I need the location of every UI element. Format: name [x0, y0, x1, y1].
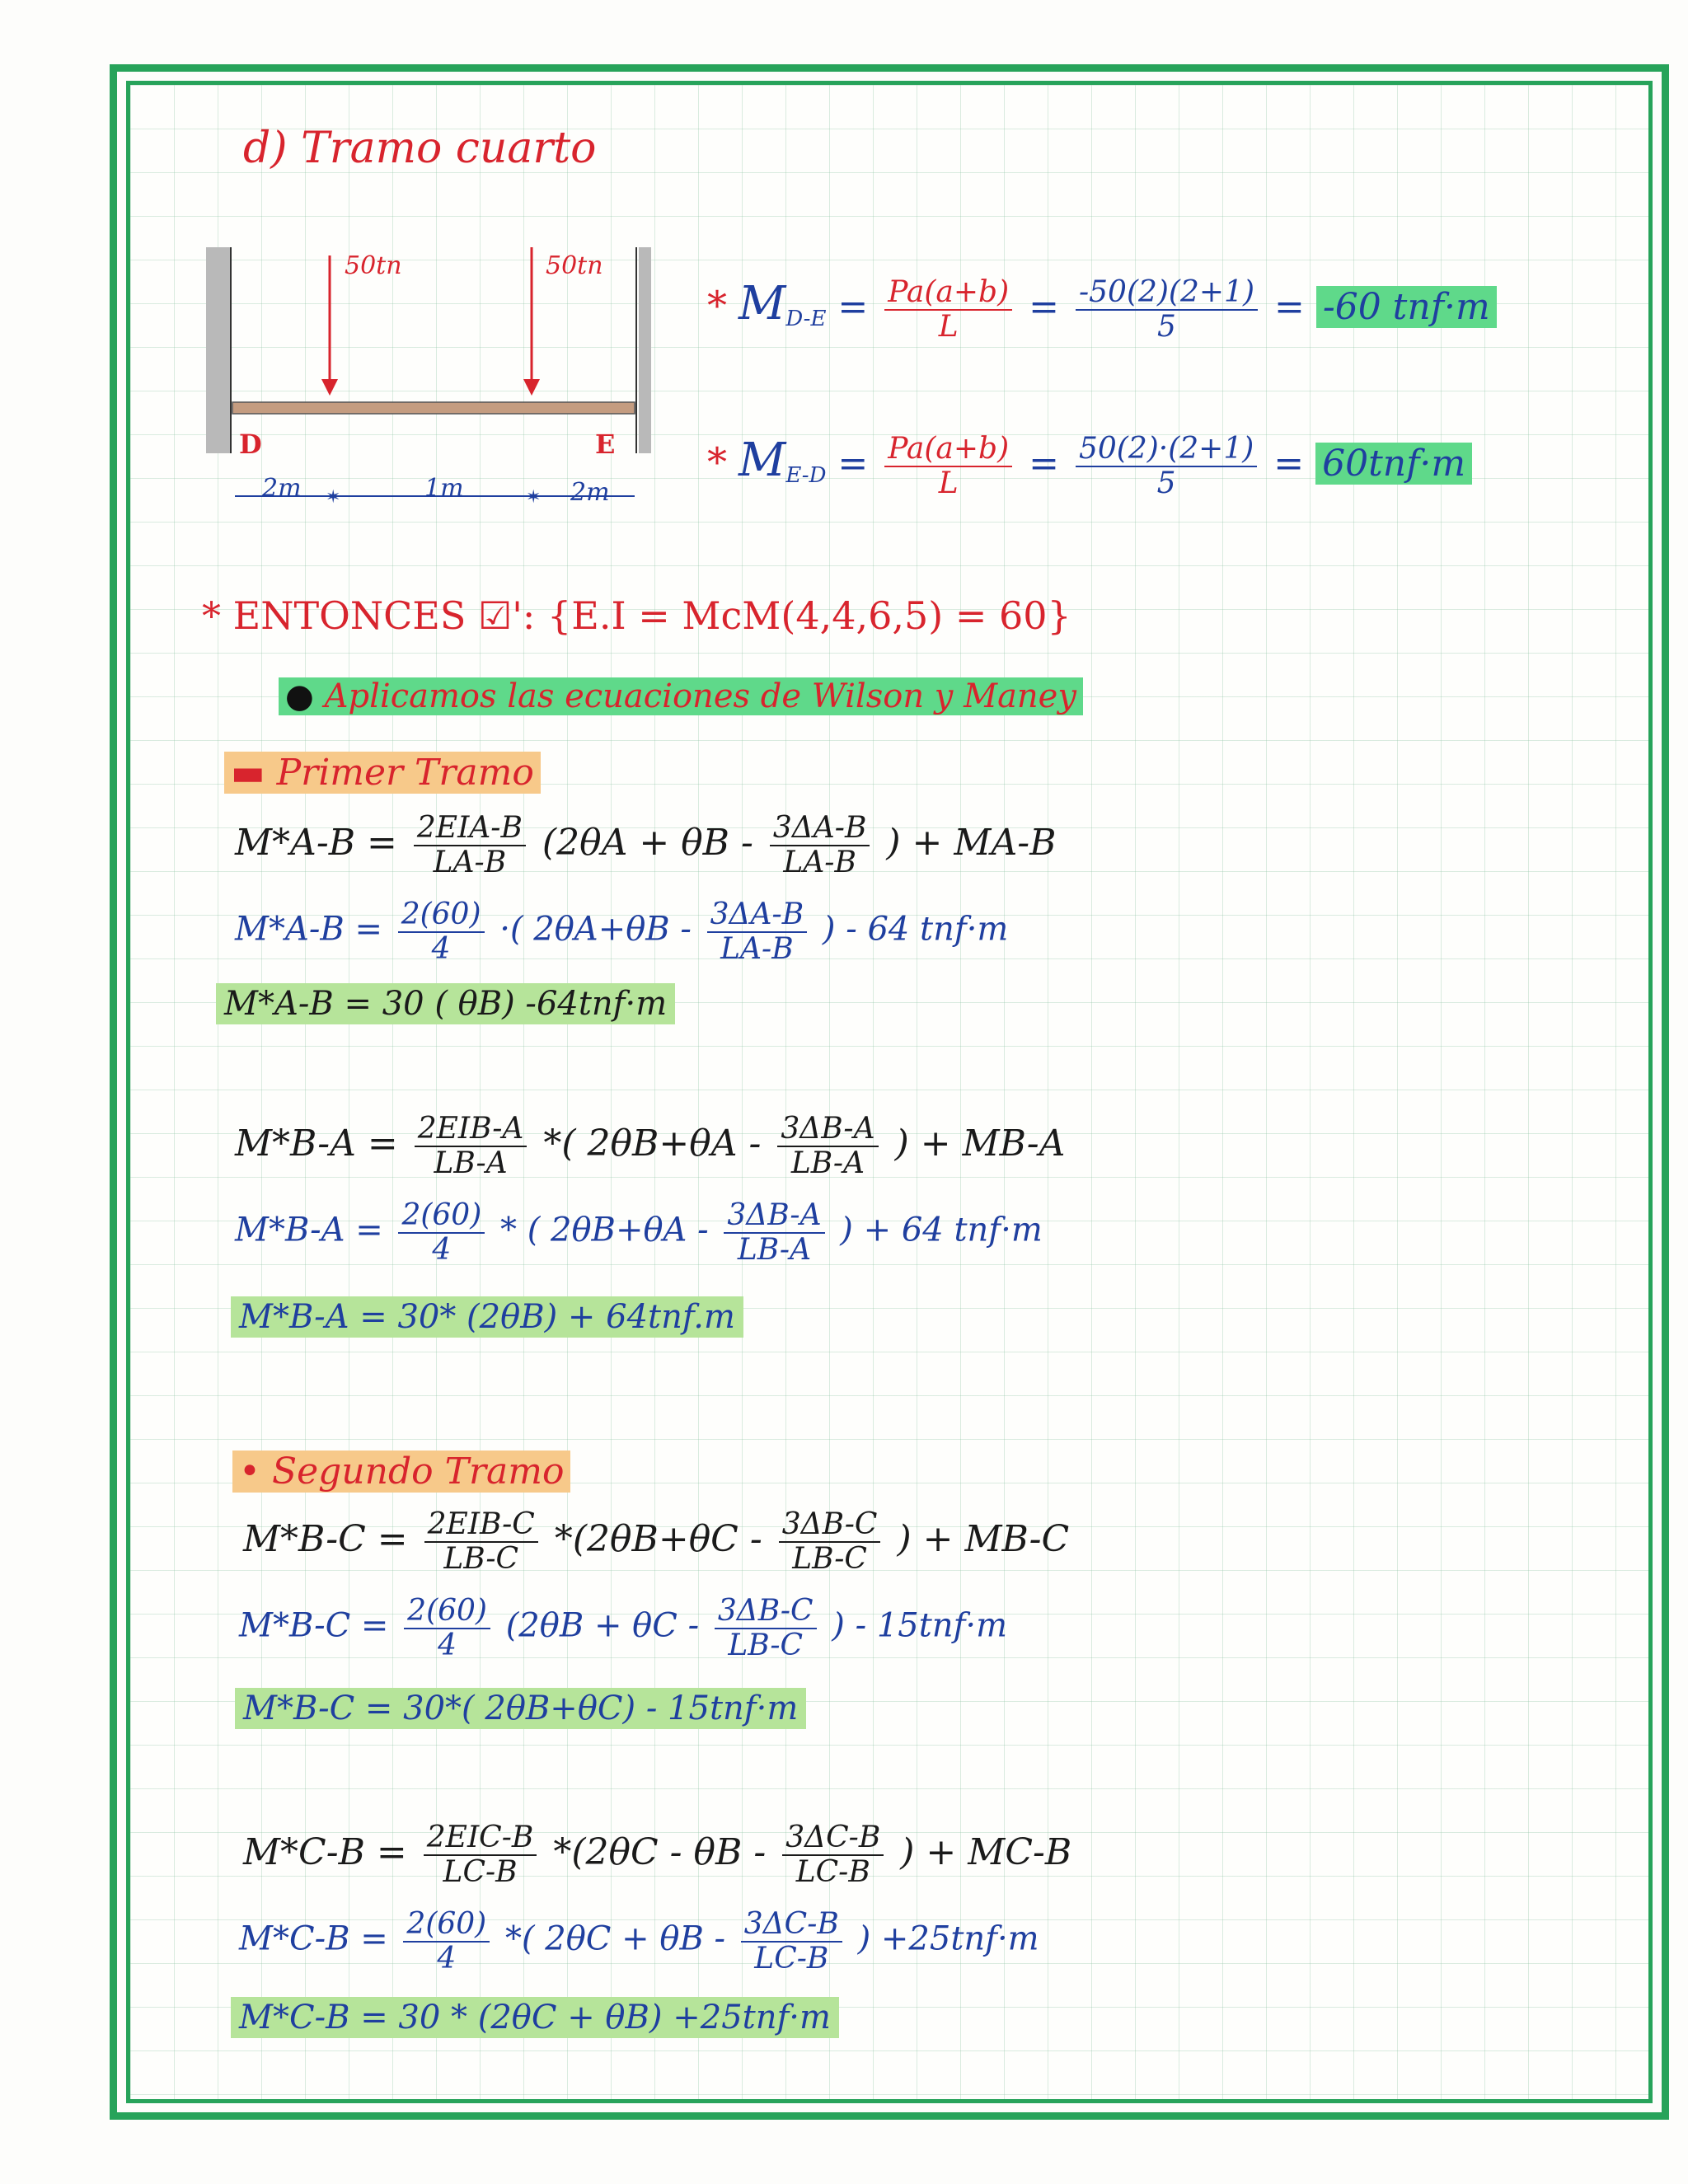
svg-text:✶: ✶ — [526, 487, 542, 508]
left-wall — [206, 247, 231, 453]
support-label-e: E — [595, 429, 616, 460]
moment-ed-equation: * $M_{E-D}$ = $\frac{Pa(a+b)}{L}$ = $\frac{50(2)\cdot(2+1)}{5}$ = 60tnf·m — [707, 433, 1472, 499]
st-equation-1: M*B-C = $\frac{\text{2EIB-C}}{LB-C}$ *(2θB+θC - $\frac{3\Delta B-C}{LB-C}$ ) + MB-C — [243, 1507, 1070, 1576]
primer-tramo-title: ▬ Primer Tramo — [224, 752, 541, 794]
pt-result-2: M*B-A = 30* (2θB) + 64tnf.m — [231, 1298, 743, 1336]
aplicamos-line: ● Aplicamos las ecuaciones de Wilson y Maney — [279, 677, 1083, 715]
pt-equation-1: M*A-B = $\frac{\text{2EIA-B}}{LA-B}$ (2θA + θB - $\frac{3\Delta A-B}{LA-B}$ ) + MA-B — [235, 811, 1057, 879]
section-heading: d) Tramo cuarto — [243, 124, 597, 173]
dimension-1m: 1m — [424, 474, 464, 503]
svg-text:✶: ✶ — [326, 487, 341, 508]
pt-result-1: M*A-B = 30 ( θB) -64tnf·m — [216, 985, 675, 1023]
dimension-2m-left: 2m — [262, 474, 302, 503]
pt-equation-5: M*B-A = $\frac{2(60)}{4}$ * ( 2θB+θA - $\frac{3\Delta B-A}{LB-A}$ ) + 64 tnf·m — [235, 1198, 1043, 1267]
beam-bar — [232, 402, 635, 414]
segundo-tramo-title: • Segundo Tramo — [232, 1451, 570, 1493]
support-label-d: D — [239, 429, 262, 460]
st-result-2: M*C-B = 30 * (2θC + θB) +25tnf·m — [231, 1999, 839, 2036]
st-equation-4: M*C-B = $\frac{\text{2EIC-B}}{LC-B}$ *(2θC - θB - $\frac{3\Delta C-B}{LC-B}$ ) + MC-B — [243, 1821, 1072, 1889]
dimension-2m-right: 2m — [570, 478, 610, 507]
pt-equation-2: M*A-B = $\frac{2(60)}{4}$ ·( 2θA+θB - $\frac{3\Delta A-B}{LA-B}$ ) - 64 tnf·m — [235, 898, 1009, 966]
st-equation-2: M*B-C = $\frac{2(60)}{4}$ (2θB + θC - $\frac{3\Delta B-C}{LB-C}$ ) - 15tnf·m — [239, 1594, 1008, 1662]
load-label-left: 50tn — [345, 251, 402, 280]
moment-de-equation: * $M_{D-E}$ = $\frac{Pa(a+b)}{L}$ = $\frac{-50(2)(2+1)}{5}$ = -60 tnf·m — [707, 276, 1497, 343]
entonces-line: * ENTONCES ☑': {E.I = McM(4,4,6,5) = 60} — [202, 593, 1071, 638]
pt-equation-4: M*B-A = $\frac{\text{2EIB-A}}{LB-A}$ *( 2θB+θA - $\frac{3\Delta B-A}{LB-A}$ ) + MB-A — [235, 1112, 1066, 1180]
load-label-right: 50tn — [546, 251, 603, 280]
moment-ed-result: 60tnf·m — [1315, 443, 1472, 485]
right-wall — [639, 247, 651, 453]
st-result-1: M*B-C = 30*( 2θB+θC) - 15tnf·m — [235, 1690, 806, 1727]
st-equation-5: M*C-B = $\frac{2(60)}{4}$ *( 2θC + θB - $\frac{3\Delta C-B}{LC-B}$ ) +25tnf·m — [239, 1907, 1039, 1975]
moment-de-result: -60 tnf·m — [1316, 286, 1497, 328]
